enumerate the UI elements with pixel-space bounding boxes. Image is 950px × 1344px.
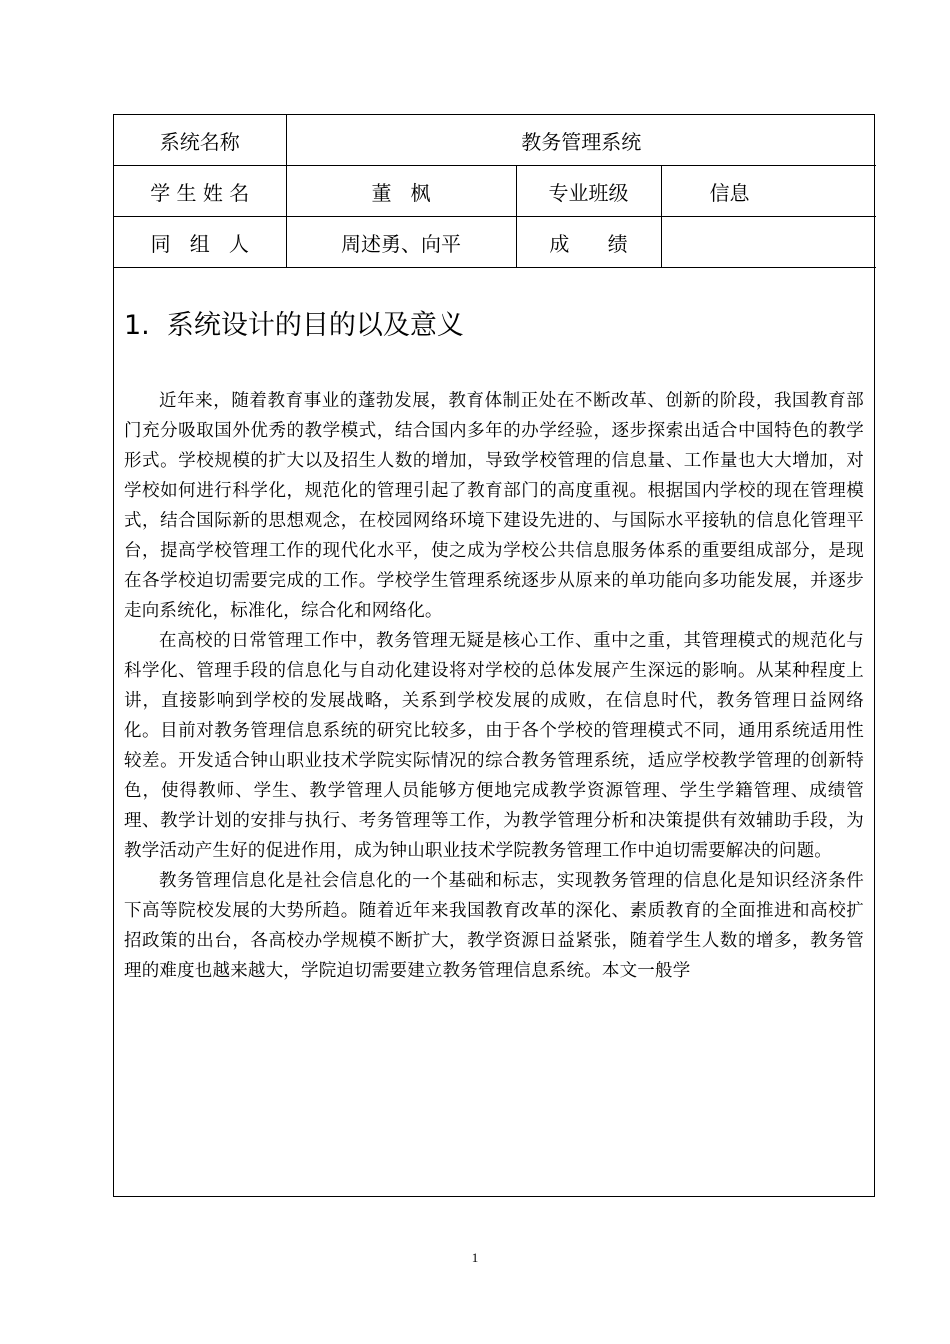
- system-name-value: 教务管理系统: [286, 115, 876, 166]
- section-heading: 1. 系统设计的目的以及意义: [124, 310, 464, 341]
- section-content: [114, 308, 874, 986]
- group-members-label: 同 组 人: [114, 217, 286, 268]
- major-class-label: 专业班级: [516, 166, 661, 217]
- grade-value: [661, 217, 876, 268]
- header-table: [114, 115, 876, 268]
- page-number: 1: [471, 1250, 479, 1265]
- table-row: [114, 166, 876, 217]
- student-name-label: 学 生 姓 名: [114, 166, 286, 217]
- system-name-label: 系统名称: [114, 115, 286, 166]
- table-row: [114, 217, 876, 268]
- major-class-value: 信息: [661, 166, 876, 217]
- table-row: [114, 115, 876, 166]
- student-name-value: 董 枫: [286, 166, 516, 217]
- document-frame: [113, 114, 875, 1197]
- section-body: [124, 386, 864, 986]
- paragraph: 教务管理信息化是社会信息化的一个基础和标志，实现教务管理的信息化是知识经济条件下高等院校发展的大势所趋。随着近年来我国教育改革的深化、素质教育的全面推进和高校扩招政策的出台，各高校办学规模不断扩大，教学资源日益紧张，随着学生人数的增多，教务管理的难度也越来越大，学院迫切需要建立教务管理信息系统。本文一般学: [124, 871, 864, 981]
- paragraph: 近年来，随着教育事业的蓬勃发展，教育体制正处在不断改革、创新的阶段，我国教育部门充分吸取国外优秀的教学模式，结合国内多年的办学经验，逐步探索出适合中国特色的教学形式。学校规模的扩大以及招生人数的增加，导致学校管理的信息量、工作量也大大增加，对学校如何进行科学化，规范化的管理引起了教育部门的高度重视。根据国内学校的现在管理模式，结合国际新的思想观念，在校园网络环境下建设先进的、与国际水平接轨的信息化管理平台，提高学校管理工作的现代化水平，使之成为学校公共信息服务体系的重要组成部分，是现在各学校迫切需要完成的工作。学校学生管理系统逐步从原来的单功能向多功能发展，并逐步走向系统化，标准化，综合化和网络化。: [124, 391, 864, 621]
- group-members-value: 周述勇、向平: [286, 217, 516, 268]
- grade-label: 成 绩: [516, 217, 661, 268]
- paragraph: 在高校的日常管理工作中，教务管理无疑是核心工作、重中之重，其管理模式的规范化与科学化、管理手段的信息化与自动化建设将对学校的总体发展产生深远的影响。从某种程度上讲，直接影响到学校的发展战略，关系到学校发展的成败，在信息时代，教务管理日益网络化。目前对教务管理信息系统的研究比较多，由于各个学校的管理模式不同，通用系统适用性较差。开发适合钟山职业技术学院实际情况的综合教务管理系统，适应学校教学管理的创新特色，使得教师、学生、教学管理人员能够方便地完成教学资源管理、学生学籍管理、成绩管理、教学计划的安排与执行、考务管理等工作，为教学管理分析和决策提供有效辅助手段，为教学活动产生好的促进作用，成为钟山职业技术学院教务管理工作中迫切需要解决的问题。: [124, 631, 864, 861]
